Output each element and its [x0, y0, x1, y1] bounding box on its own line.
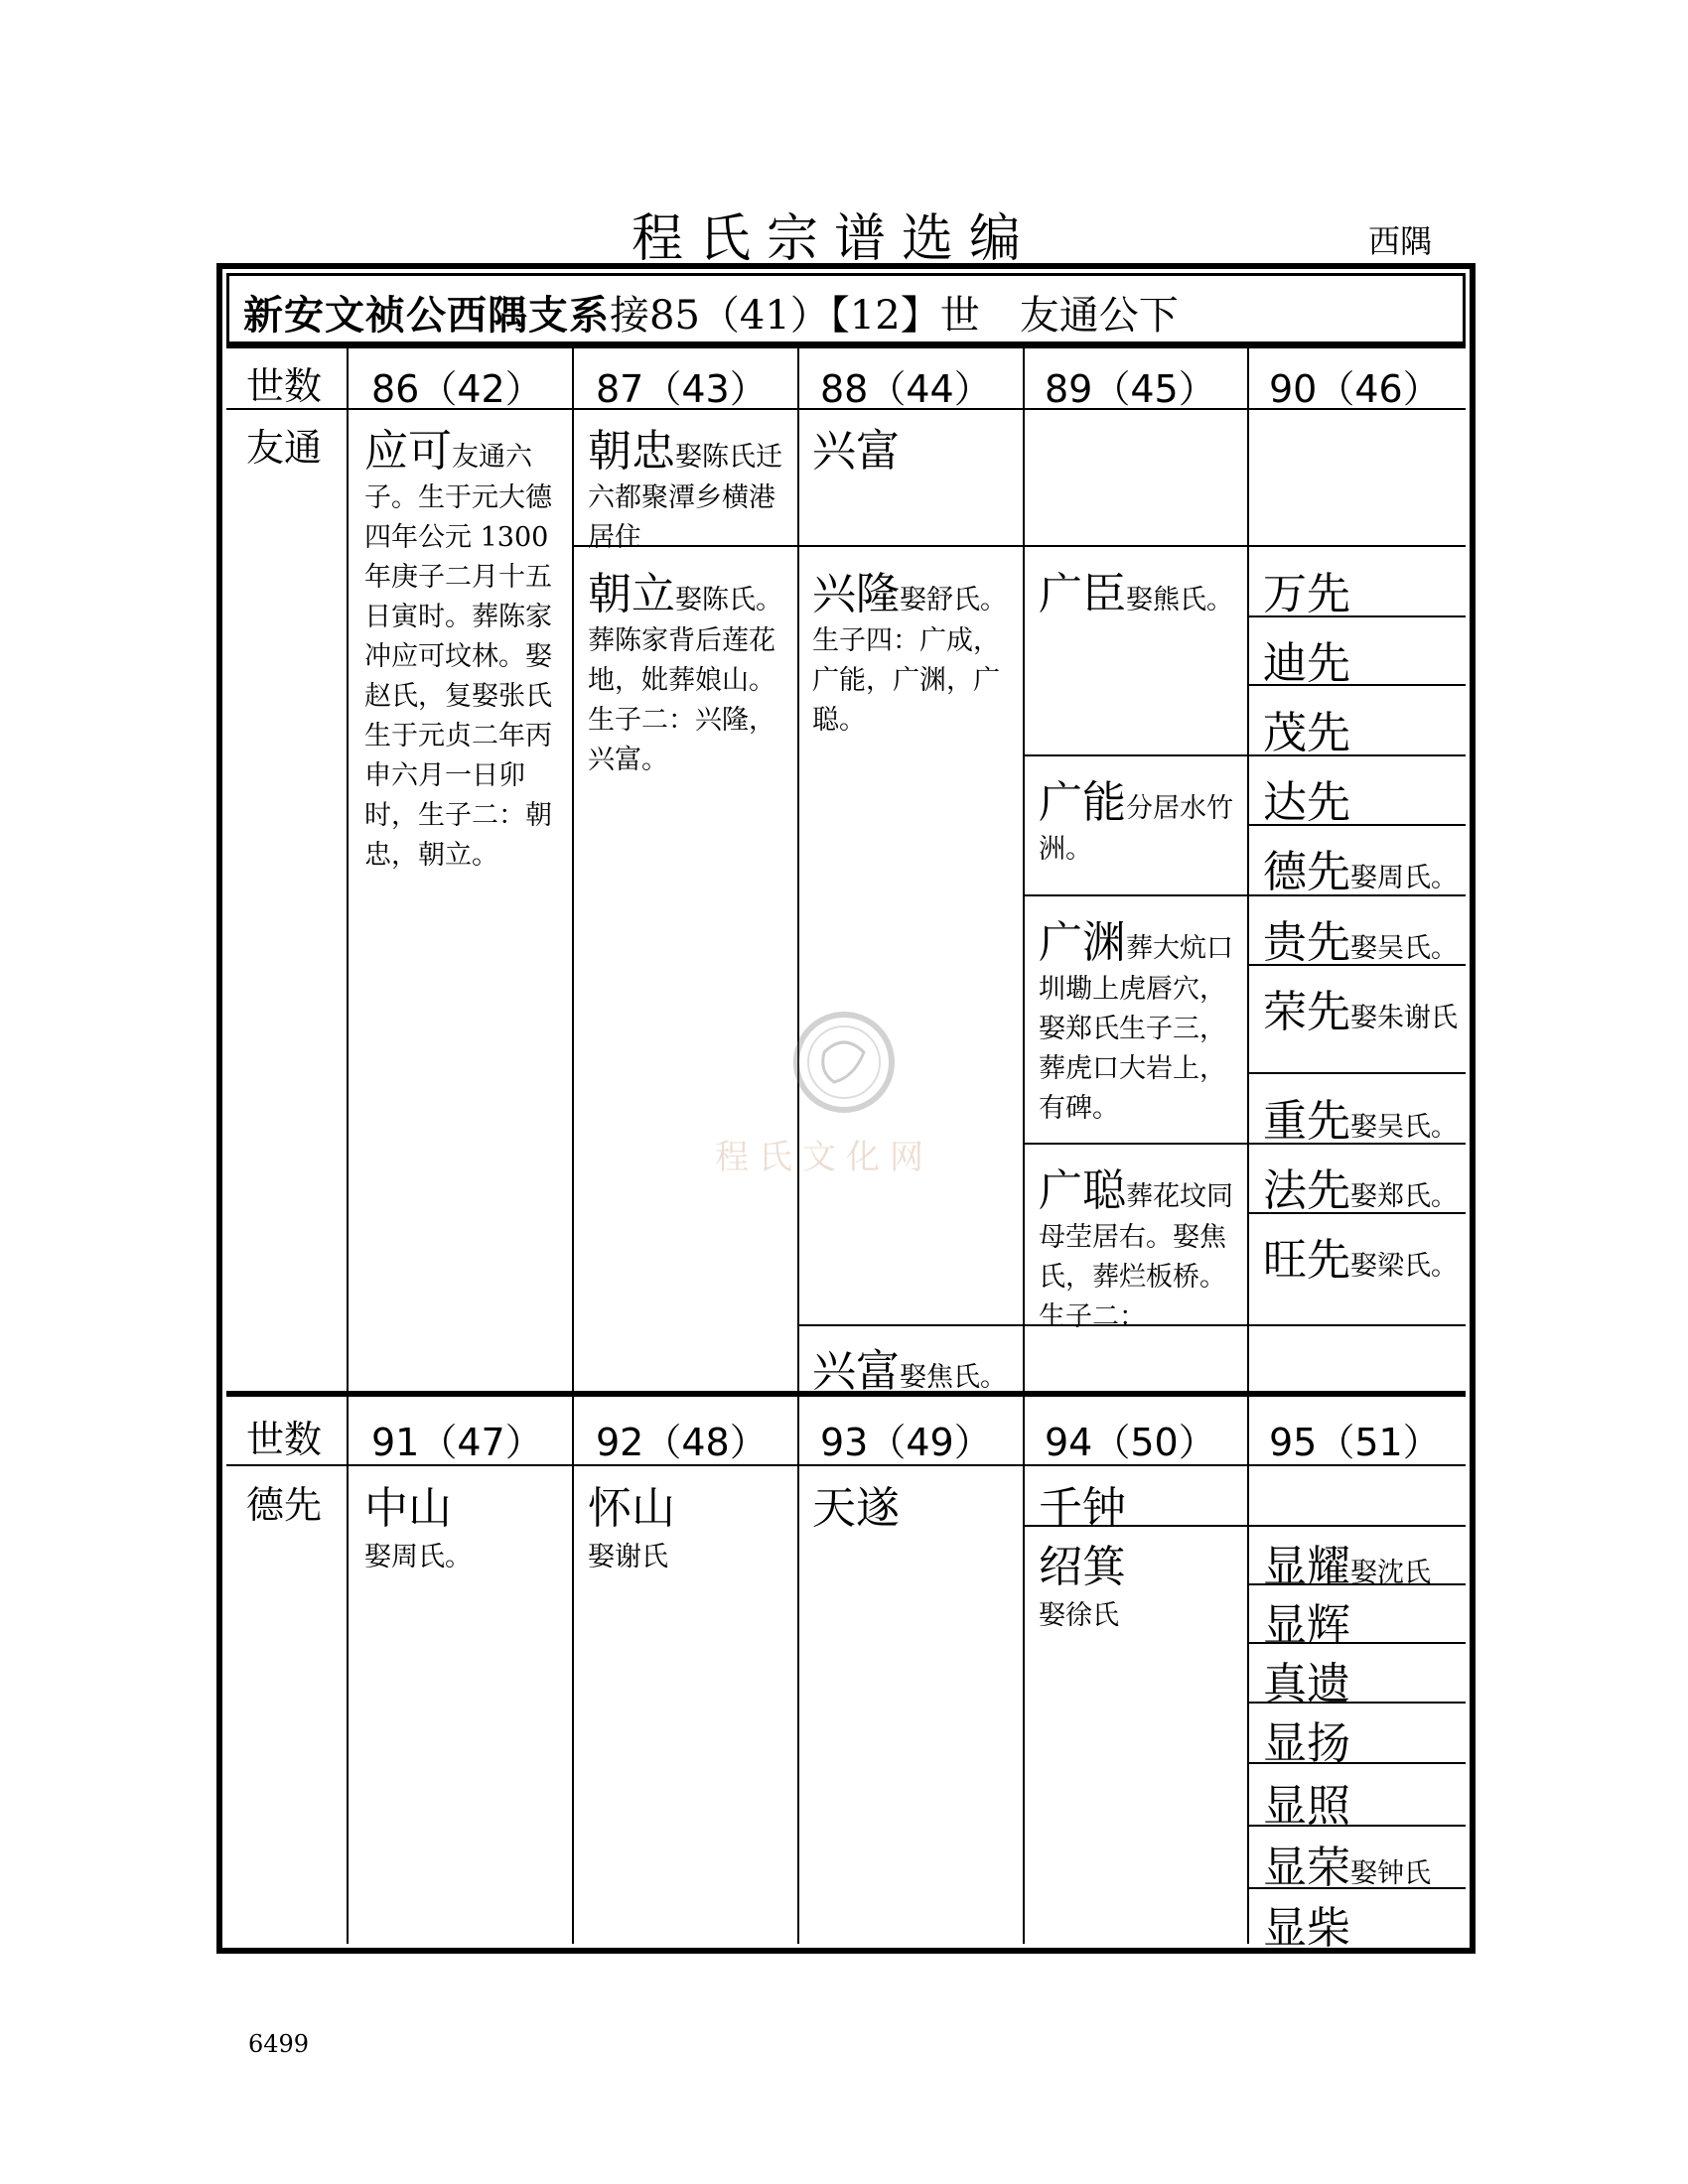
person-name: 天遂 [812, 1483, 900, 1534]
grid-line [347, 1397, 349, 1944]
person-note: 娶陈氏迁六都聚潭乡横港居住 [588, 442, 782, 553]
person-dixian [1263, 627, 1350, 691]
person-name: 绍箕 [1039, 1542, 1126, 1592]
person-xianrong [1263, 1832, 1431, 1895]
grid-line [572, 348, 574, 1391]
grid-line [797, 348, 799, 1391]
person-name: 显扬 [1263, 1718, 1350, 1769]
person-rongxian [1263, 976, 1462, 1039]
person-note: 娶吴氏。 [1350, 1112, 1458, 1143]
person-note: 娶周氏。 [1350, 863, 1458, 893]
generation-91: 91（47） [371, 1421, 543, 1464]
person-name: 贵先 [1263, 917, 1350, 968]
person-name: 重先 [1263, 1096, 1350, 1147]
generation-93: 93（49） [820, 1421, 992, 1464]
generation-92: 92（48） [596, 1421, 768, 1464]
person-guangchen [1039, 558, 1233, 621]
person-xianchai [1263, 1892, 1350, 1956]
person-chaozhong [588, 415, 786, 558]
person-qianzhong [1039, 1472, 1237, 1536]
grid-line [1023, 348, 1025, 1391]
person-xianyang [1263, 1707, 1350, 1771]
person-wanxian [1263, 558, 1350, 621]
person-name: 应可 [364, 426, 452, 477]
person-name: 真遗 [1263, 1659, 1350, 1709]
grid-line [1247, 1397, 1249, 1944]
person-dexian [1263, 836, 1458, 899]
person-name: 显辉 [1263, 1600, 1350, 1651]
person-name: 广聪 [1039, 1165, 1126, 1216]
person-wangxian [1263, 1224, 1458, 1288]
person-xianhui [1263, 1589, 1350, 1653]
person-huaishan [588, 1472, 786, 1577]
generation-header-label: 世数 [246, 364, 323, 408]
person-guangneng [1039, 766, 1237, 870]
grid-line [1247, 348, 1249, 1391]
person-note: 娶徐氏 [1039, 1600, 1119, 1631]
person-note: 娶钟氏 [1350, 1858, 1431, 1889]
person-xinglong [812, 558, 1013, 741]
lineage-header-text [243, 284, 1179, 341]
page-title: 程氏宗谱选编 [631, 209, 1037, 269]
seal-icon [784, 1003, 904, 1122]
grid-line [572, 1397, 574, 1944]
person-name: 朝忠 [588, 426, 675, 477]
person-name: 茂先 [1263, 708, 1350, 758]
person-xianzhao [1263, 1770, 1350, 1834]
grid-line [797, 1397, 799, 1944]
watermark [715, 1003, 973, 1181]
person-xianyao [1263, 1531, 1431, 1594]
person-guangcong [1039, 1155, 1237, 1337]
person-note: 娶沈氏 [1350, 1558, 1431, 1588]
section-label: 西隅 [1368, 222, 1433, 260]
generation-89: 89（45） [1045, 367, 1216, 411]
person-name: 德先 [1263, 847, 1350, 897]
person-note: 葬花坟同母茔居右。娶焦氏，葬烂板桥。生子二： [1039, 1181, 1233, 1332]
person-name: 旺先 [1263, 1235, 1350, 1286]
person-daxian [1263, 766, 1350, 830]
person-tiansui [812, 1472, 1011, 1536]
person-name: 中山 [364, 1483, 452, 1534]
person-note: 娶梁氏。 [1350, 1251, 1458, 1282]
person-name: 广能 [1039, 777, 1126, 828]
person-name: 兴富 [812, 426, 900, 477]
person-xingfu [812, 415, 1011, 478]
grid-line [347, 348, 349, 1391]
person-name: 显荣 [1263, 1843, 1350, 1893]
lineage-header [226, 273, 1466, 344]
lineage-continuation: 接85（41）【12】世 友通公下 [610, 293, 1179, 339]
person-guixian [1263, 906, 1458, 970]
grid-line [1247, 1072, 1466, 1074]
watermark-text: 程氏文化网 [715, 1138, 933, 1177]
person-zhenyi [1263, 1648, 1350, 1711]
header-separator [226, 342, 1466, 348]
person-note: 分居水竹洲。 [1039, 793, 1233, 865]
generation-95: 95（51） [1269, 1421, 1441, 1464]
person-name: 荣先 [1263, 987, 1350, 1037]
person-name: 怀山 [588, 1483, 675, 1534]
generation-90: 90（46） [1269, 367, 1441, 411]
person-name: 兴富 [812, 1346, 900, 1397]
person-name: 兴隆 [812, 569, 900, 619]
generation-88: 88（44） [820, 367, 992, 411]
person-name: 广渊 [1039, 917, 1126, 968]
person-note: 娶吴氏。 [1350, 933, 1458, 964]
generation-94: 94（50） [1045, 1421, 1216, 1464]
person-note: 娶焦氏。 [900, 1362, 1007, 1393]
person-note: 娶周氏。 [364, 1542, 472, 1572]
person-name: 朝立 [588, 569, 675, 619]
person-name: 法先 [1263, 1165, 1350, 1216]
lineage-branch-title: 新安文祯公西隅支系 [243, 292, 610, 339]
person-note: 友通六子。生于元大德四年公元 1300年庚子二月十五日寅时。葬陈家冲应可坟林。娶赵氏，复娶张氏生于元贞二年丙申六月一日卯时，生子二：朝忠，朝立。 [364, 442, 552, 871]
person-name: 万先 [1263, 569, 1350, 619]
person-xingfu-2 [812, 1335, 1007, 1399]
generation-header-label: 世数 [246, 1418, 323, 1461]
person-name: 广臣 [1039, 569, 1126, 619]
grid-line [1023, 1397, 1025, 1944]
person-name: 千钟 [1039, 1483, 1126, 1534]
person-guangyuan [1039, 906, 1237, 1129]
generation-87: 87（43） [596, 367, 768, 411]
person-note: 娶舒氏。生子四：广成，广能，广渊，广聪。 [812, 585, 1007, 736]
row-label-dexian: 德先 [246, 1483, 323, 1527]
person-note: 娶陈氏。葬陈家背后莲花地，妣葬娘山。生子二：兴隆，兴富。 [588, 585, 782, 775]
grid-line [1023, 754, 1466, 756]
person-name: 达先 [1263, 777, 1350, 828]
person-zhongshan [364, 1472, 563, 1577]
person-chaoli [588, 558, 786, 780]
person-name: 迪先 [1263, 638, 1350, 689]
person-shaoji [1039, 1531, 1237, 1636]
person-yingke [364, 415, 561, 876]
person-faxian [1263, 1155, 1458, 1218]
page-number: 6499 [248, 2030, 310, 2058]
person-name: 显耀 [1263, 1542, 1350, 1592]
person-zhongxian [1263, 1085, 1458, 1149]
person-maoxian [1263, 697, 1350, 760]
person-note: 葬大炕口圳墈上虎唇穴，娶郑氏生子三，葬虎口大岩上，有碑。 [1039, 933, 1233, 1124]
row-label-youtong: 友通 [246, 426, 323, 470]
person-note: 娶谢氏 [588, 1542, 668, 1572]
person-name: 显照 [1263, 1781, 1350, 1832]
person-note: 娶熊氏。 [1126, 585, 1233, 615]
generation-86: 86（42） [371, 367, 543, 411]
person-name: 显柴 [1263, 1903, 1350, 1954]
person-note: 娶朱谢氏 [1350, 1003, 1458, 1033]
person-note: 娶郑氏。 [1350, 1181, 1458, 1212]
